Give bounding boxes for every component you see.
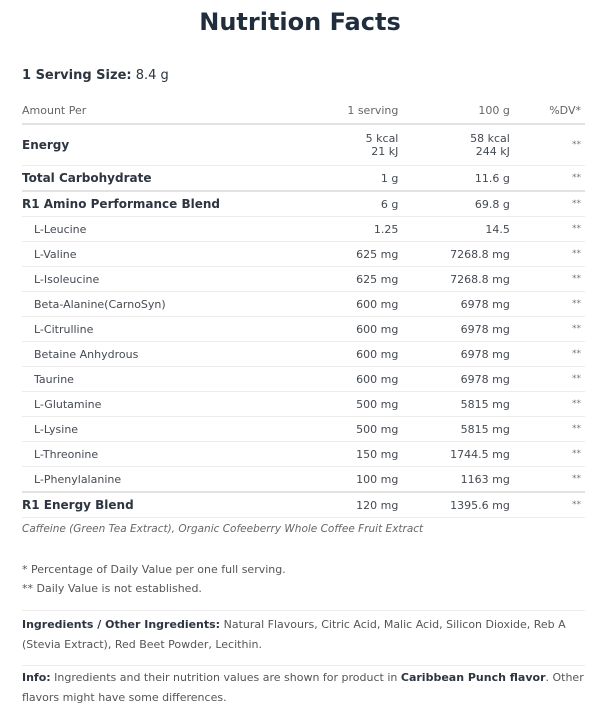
nutrient-name: L-Glutamine (22, 392, 325, 417)
nutrition-table (22, 97, 585, 540)
nutrient-row (22, 367, 585, 392)
nutrient-name: L-Phenylalanine (22, 467, 325, 493)
page-title: Nutrition Facts (199, 8, 401, 36)
nutrient-per100: 6978 mg (398, 292, 509, 317)
na-footnote: ** Daily Value is not established. (22, 582, 202, 595)
nutrient-serving: 500 mg (325, 392, 398, 417)
carb-serving: 1 g (325, 166, 398, 192)
header-serving: 1 serving (325, 97, 398, 124)
info-label: Info: (22, 671, 51, 684)
carb-row (22, 166, 585, 192)
nutrient-row (22, 442, 585, 467)
energy-kj-serving: 21 kJ (371, 145, 399, 158)
amino-blend-per100: 69.8 g (398, 191, 509, 217)
carb-per100: 11.6 g (398, 166, 509, 192)
nutrient-row (22, 292, 585, 317)
nutrient-name: L-Isoleucine (22, 267, 325, 292)
carb-dv: ** (510, 166, 585, 192)
nutrient-serving: 625 mg (325, 242, 398, 267)
nutrient-row (22, 267, 585, 292)
amino-blend-row (22, 191, 585, 217)
nutrient-dv: ** (510, 242, 585, 267)
nutrient-per100: 6978 mg (398, 367, 509, 392)
nutrient-name: L-Lysine (22, 417, 325, 442)
footnotes (22, 560, 585, 598)
nutrient-per100: 6978 mg (398, 317, 509, 342)
nutrient-per100: 7268.8 mg (398, 267, 509, 292)
energy-blend-label: R1 Energy Blend (22, 492, 325, 518)
nutrient-row (22, 317, 585, 342)
nutrient-serving: 100 mg (325, 467, 398, 493)
nutrient-row (22, 242, 585, 267)
amino-blend-label: R1 Amino Performance Blend (22, 191, 325, 217)
header-amount: Amount Per (22, 97, 325, 124)
nutrient-per100: 1163 mg (398, 467, 509, 493)
nutrient-name: L-Citrulline (22, 317, 325, 342)
nutrient-row (22, 417, 585, 442)
nutrient-row (22, 342, 585, 367)
energy-blend-note: Caffeine (Green Tea Extract), Organic Cofeeberry Whole Coffee Fruit Extract (22, 523, 424, 535)
energy-blend-dv: ** (510, 492, 585, 518)
energy-blend-note-row (22, 518, 585, 541)
nutrient-serving: 150 mg (325, 442, 398, 467)
energy-row (22, 124, 585, 166)
nutrient-row (22, 392, 585, 417)
nutrient-name: L-Valine (22, 242, 325, 267)
nutrient-dv: ** (510, 417, 585, 442)
carb-label: Total Carbohydrate (22, 166, 325, 192)
info-section (22, 665, 585, 708)
energy-blend-per100: 1395.6 mg (398, 492, 509, 518)
energy-kcal-per100: 58 kcal (470, 132, 510, 145)
energy-per100 (398, 124, 509, 166)
ingredients-section (22, 610, 585, 655)
nutrient-dv: ** (510, 392, 585, 417)
ingredients-label: Ingredients / Other Ingredients: (22, 618, 221, 631)
nutrient-serving: 600 mg (325, 342, 398, 367)
nutrient-name: Betaine Anhydrous (22, 342, 325, 367)
info-text: Ingredients and their nutrition values are shown for product in (54, 671, 398, 684)
energy-kcal-serving: 5 kcal (365, 132, 399, 145)
serving-size-label: 1 Serving Size: (22, 68, 132, 83)
nutrient-dv: ** (510, 317, 585, 342)
serving-size-value: 8.4 g (135, 68, 169, 83)
nutrient-name: L-Threonine (22, 442, 325, 467)
nutrient-serving: 1.25 (325, 217, 398, 242)
info-text-end: . Other flavors might have some differences. (22, 671, 584, 704)
nutrient-serving: 500 mg (325, 417, 398, 442)
nutrient-dv: ** (510, 267, 585, 292)
amino-blend-serving: 6 g (325, 191, 398, 217)
energy-dv: ** (510, 124, 585, 166)
ingredients-text: Natural Flavours, Citric Acid, Malic Acid, Silicon Dioxide, Reb A (Stevia Extract), Red Beet Powder, Lecithin. (22, 618, 566, 651)
nutrient-name: L-Leucine (22, 217, 325, 242)
energy-blend-serving: 120 mg (325, 492, 398, 518)
nutrient-dv: ** (510, 367, 585, 392)
nutrient-dv: ** (510, 342, 585, 367)
amino-blend-dv: ** (510, 191, 585, 217)
energy-kj-per100: 244 kJ (475, 145, 510, 158)
nutrient-row (22, 217, 585, 242)
energy-label: Energy (22, 124, 325, 166)
nutrient-serving: 625 mg (325, 267, 398, 292)
table-header-row (22, 97, 585, 124)
nutrient-per100: 5815 mg (398, 417, 509, 442)
nutrient-serving: 600 mg (325, 317, 398, 342)
nutrient-dv: ** (510, 467, 585, 493)
energy-serving (325, 124, 398, 166)
nutrient-name: Beta-Alanine(CarnoSyn) (22, 292, 325, 317)
header-per100: 100 g (398, 97, 509, 124)
nutrient-per100: 7268.8 mg (398, 242, 509, 267)
nutrient-per100: 5815 mg (398, 392, 509, 417)
serving-size (22, 68, 169, 83)
nutrient-per100: 6978 mg (398, 342, 509, 367)
nutrient-per100: 14.5 (398, 217, 509, 242)
nutrient-dv: ** (510, 442, 585, 467)
header-dv: %DV* (510, 97, 585, 124)
nutrient-serving: 600 mg (325, 367, 398, 392)
nutrient-serving: 600 mg (325, 292, 398, 317)
nutrient-dv: ** (510, 217, 585, 242)
energy-blend-row (22, 492, 585, 518)
nutrient-name: Taurine (22, 367, 325, 392)
nutrient-dv: ** (510, 292, 585, 317)
nutrient-row (22, 467, 585, 493)
info-flavor: Caribbean Punch flavor (400, 671, 546, 684)
nutrient-per100: 1744.5 mg (398, 442, 509, 467)
dv-footnote: * Percentage of Daily Value per one full serving. (22, 563, 286, 576)
